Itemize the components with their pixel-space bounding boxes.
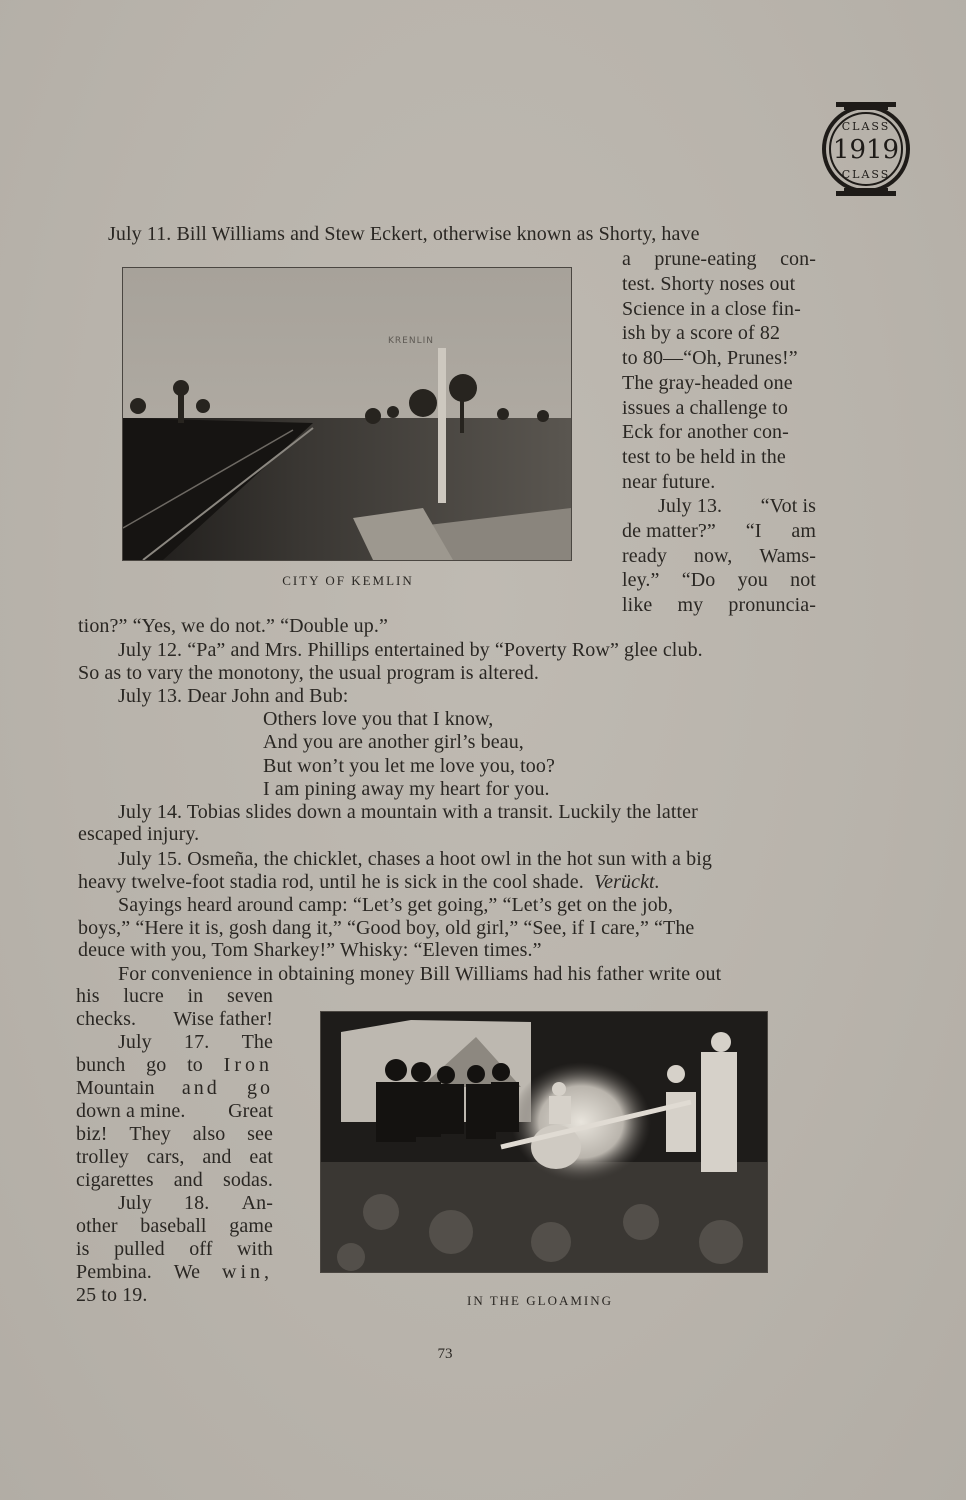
text-line <box>78 870 660 894</box>
left-line: bunch go to Iron <box>76 1054 273 1076</box>
side-line: a prune-eating con- <box>622 248 816 270</box>
kemlin-sign-text: KRENLIN <box>388 336 434 346</box>
caption-city-of-kemlin: CITY OF KEMLIN <box>282 573 414 588</box>
side-line: Science in a close fin- <box>622 298 801 320</box>
left-line: down a mine. Great <box>76 1100 273 1122</box>
photo-in-the-gloaming <box>320 1011 768 1273</box>
side-line: to 80—“Oh, Prunes!” <box>622 347 798 369</box>
svg-text:CLASS: CLASS <box>841 168 891 181</box>
entry-july-14: July 14. Tobias slides down a mountain with a transit. Luckily the latter <box>118 801 698 823</box>
text-line: tion?” “Yes, we do not.” “Double up.” <box>78 615 388 637</box>
side-line: like my pronuncia- <box>622 594 816 616</box>
text-span: heavy twelve-foot stadia rod, until he is sick in the cool shade. <box>78 871 595 893</box>
poem-line: Others love you that I know, <box>263 708 494 730</box>
side-line: de matter?” “I am <box>622 520 816 542</box>
left-line: biz! They also see <box>76 1123 273 1145</box>
entry-sayings: Sayings heard around camp: “Let’s get going,” “Let’s get on the job, <box>118 894 673 916</box>
side-line: July 13. “Vot is <box>658 495 816 517</box>
entry-july-18: July 18. An- <box>118 1192 273 1214</box>
left-line: 25 to 19. <box>76 1284 148 1306</box>
left-line: Mountain and go <box>76 1077 273 1099</box>
poem-line: I am pining away my heart for you. <box>263 778 550 800</box>
entry-july-13: July 13. Dear John and Bub: <box>118 685 349 707</box>
left-line: cigarettes and sodas. <box>76 1169 273 1191</box>
entry-convenience: For convenience in obtaining money Bill Williams had his father write out <box>118 963 722 985</box>
svg-text:1919: 1919 <box>832 135 900 165</box>
left-line: checks. Wise father! <box>76 1008 273 1030</box>
text-line: escaped injury. <box>78 823 200 845</box>
side-line: The gray-headed one <box>622 372 793 394</box>
side-line: test. Shorty noses out <box>622 273 796 295</box>
entry-july-11: July 11. Bill Williams and Stew Eckert, otherwise known as Shorty, have <box>108 223 700 245</box>
photo-city-of-kemlin <box>122 267 572 561</box>
text-line: So as to vary the monotony, the usual program is altered. <box>78 662 539 684</box>
side-line: test to be held in the <box>622 446 786 468</box>
caption-in-the-gloaming: IN THE GLOAMING <box>466 1293 614 1308</box>
side-line: ready now, Wams- <box>622 545 816 567</box>
side-line: ley.” “Do you not <box>622 569 816 591</box>
class-1919-monogram-icon <box>818 100 914 198</box>
side-line: issues a challenge to <box>622 397 788 419</box>
svg-text:CLASS: CLASS <box>841 120 891 133</box>
text-line: deuce with you, Tom Sharkey!” Whisky: “Eleven times.” <box>78 939 542 961</box>
left-line: is pulled off with <box>76 1238 273 1260</box>
side-line: Eck for another con- <box>622 421 789 443</box>
italic-word: Verückt. <box>594 871 660 893</box>
entry-july-15: July 15. Osmeña, the chicklet, chases a hoot owl in the hot sun with a big <box>118 848 712 870</box>
left-line: trolley cars, and eat <box>76 1146 273 1168</box>
left-line: July 17. The <box>118 1031 273 1053</box>
entry-july-12: July 12. “Pa” and Mrs. Phillips entertained by “Poverty Row” glee club. <box>118 639 703 661</box>
text-line: boys,” “Here it is, gosh dang it,” “Good boy, old girl,” “See, if I care,” “The <box>78 917 695 939</box>
page-number: 73 <box>437 1346 453 1362</box>
left-line: Pembina. We win, <box>76 1261 273 1283</box>
poem-line: But won’t you let me love you, too? <box>263 755 555 777</box>
side-line: near future. <box>622 471 716 493</box>
left-line: other baseball game <box>76 1215 273 1237</box>
left-line: his lucre in seven <box>76 985 273 1007</box>
poem-line: And you are another girl’s beau, <box>263 731 524 753</box>
side-line: ish by a score of 82 <box>622 322 781 344</box>
